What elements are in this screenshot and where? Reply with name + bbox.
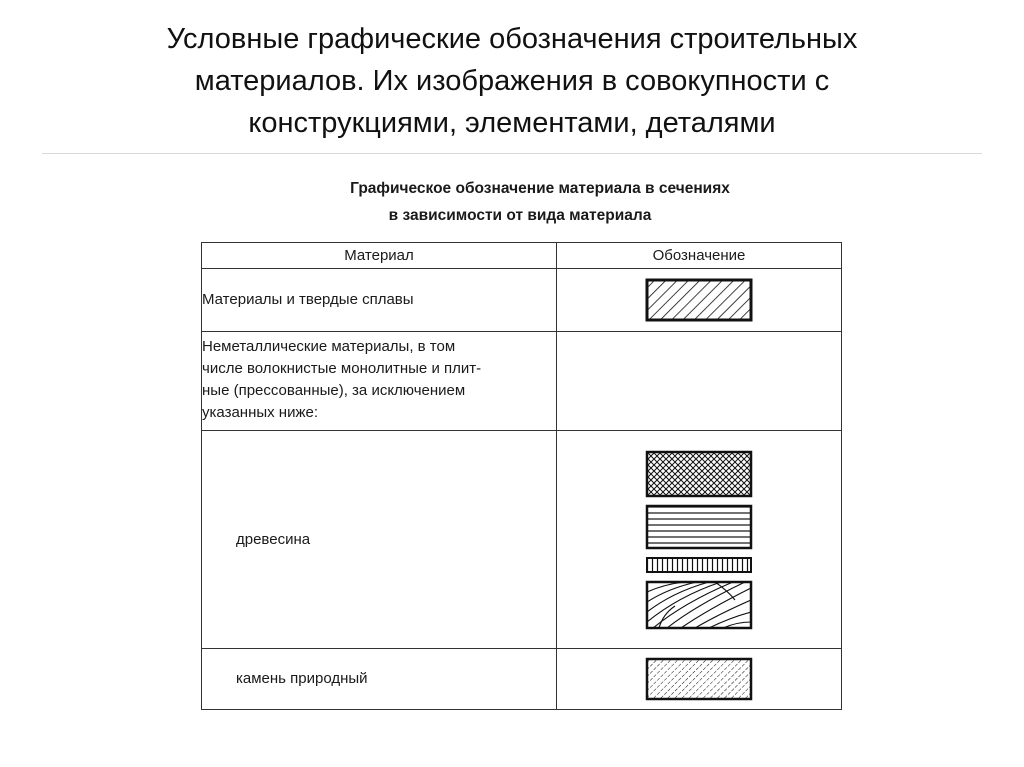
title-line: Условные графические обозначения строительных: [166, 23, 858, 55]
title-divider: [42, 153, 982, 154]
title-line: материалов. Их изображения в совокупности с: [194, 65, 830, 97]
material-line: Неметаллические материалы, в том: [202, 338, 456, 355]
symbol-cell: [557, 332, 842, 431]
table-row: [202, 269, 842, 332]
materials-table: [201, 242, 842, 710]
hatch-stone-icon: [645, 657, 753, 701]
hatch-wood-grain-icon: [645, 580, 753, 630]
symbol-cell: [557, 269, 842, 332]
symbol-cell: [557, 649, 842, 710]
figure-caption: [200, 175, 840, 229]
table-row: [202, 649, 842, 710]
title-line: конструкциями, элементами, деталями: [248, 107, 776, 139]
material-line: ные (прессованные), за исключением: [202, 382, 466, 399]
hatch-horizontal-icon: [645, 504, 753, 550]
header-material: Материал: [202, 243, 557, 269]
material-cell: древесина: [202, 431, 557, 649]
hatch-diagonal-icon: [645, 278, 753, 322]
material-cell: камень природный: [202, 649, 557, 710]
material-cell: Материалы и твердые сплавы: [202, 269, 557, 332]
caption-line: Графическое обозначение материала в сечениях: [350, 180, 730, 197]
material-line: числе волокнистые монолитные и плит-: [202, 360, 482, 377]
symbol-cell: [557, 431, 842, 649]
header-symbol: Обозначение: [557, 243, 842, 269]
slide-title: [60, 18, 964, 144]
table-row: [202, 332, 842, 431]
caption-line: в зависимости от вида материала: [388, 207, 652, 224]
material-cell: [202, 332, 557, 431]
table-row: [202, 431, 842, 649]
material-line: указанных ниже:: [202, 404, 319, 421]
hatch-vertical-narrow-icon: [645, 556, 753, 574]
table-header-row: [202, 243, 842, 269]
hatch-crosshatch-icon: [645, 450, 753, 498]
